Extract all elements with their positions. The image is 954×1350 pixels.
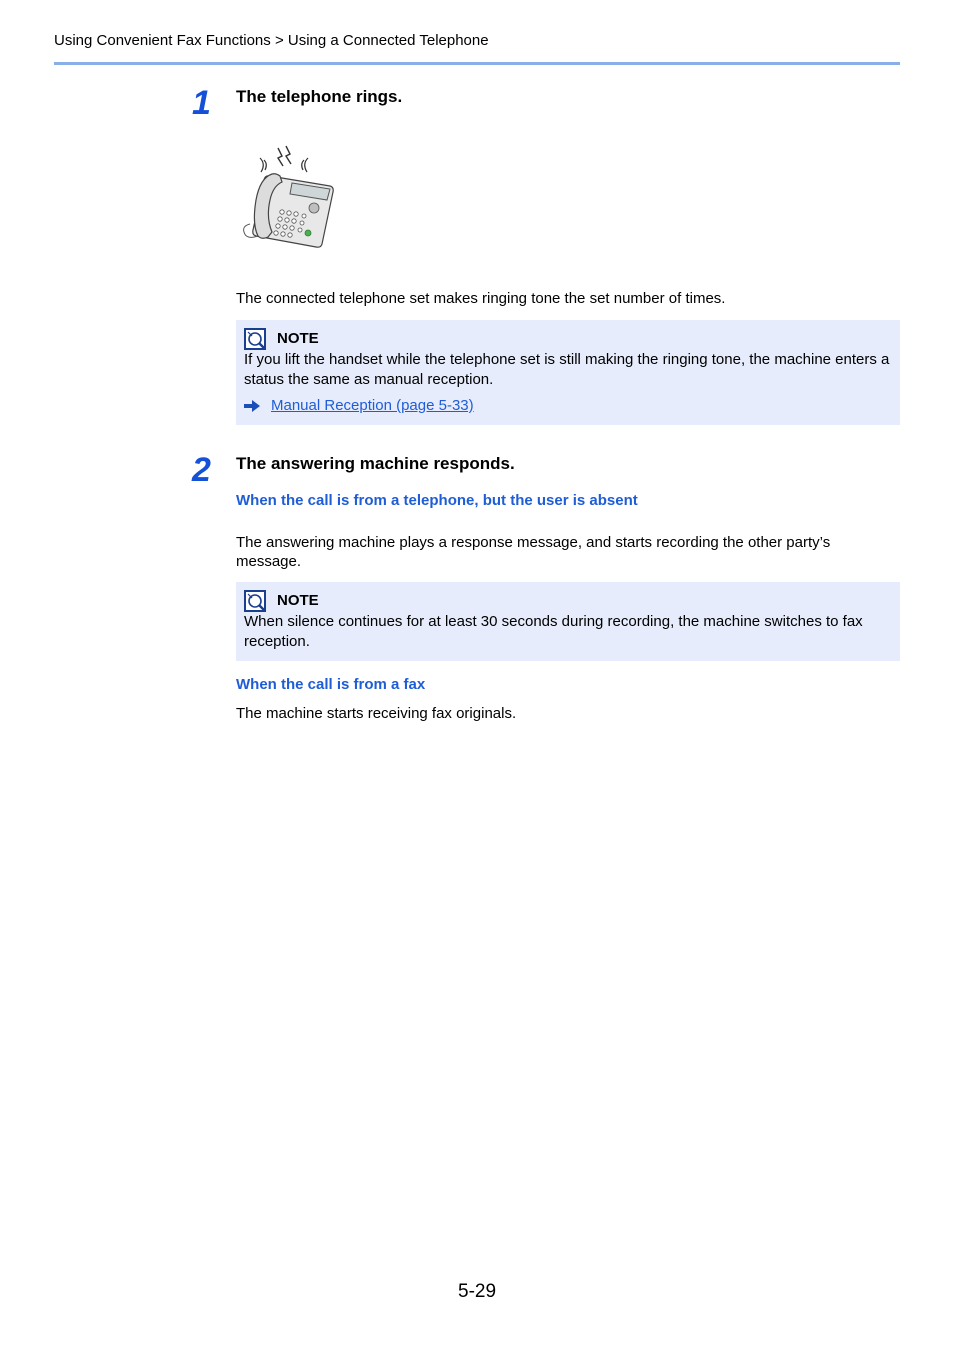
user-absent-text: The answering machine plays a response message, and starts recording the other party’s message. (236, 534, 831, 570)
step-title-1: The telephone rings. (236, 87, 403, 106)
step-number-2: 2 (192, 451, 210, 489)
note-label: NOTE (277, 592, 319, 609)
note-header (244, 328, 892, 350)
note-text: When silence continues for at least 30 seconds during recording, the machine switches to fax reception. (244, 613, 863, 650)
page-number: 5-29 (458, 1281, 497, 1302)
note-icon (244, 328, 266, 350)
sub-heading-fax: When the call is from a fax (236, 676, 426, 693)
manual-reception-link[interactable]: Manual Reception (page 5-33) (271, 397, 474, 414)
step-number-1: 1 (192, 84, 210, 122)
fax-text: The machine starts receiving fax originals. (236, 705, 517, 722)
note-text: If you lift the handset while the telephone set is still making the ringing tone, the machine enters a status the same as manual reception. (244, 351, 890, 388)
header-rule (54, 62, 900, 65)
note-label: NOTE (277, 330, 319, 347)
arrow-right-icon (244, 400, 260, 412)
step-1-description: The connected telephone set makes ringing tone the set number of times. (236, 290, 726, 307)
note-box-1 (236, 320, 900, 425)
note-box-2 (236, 582, 900, 661)
sub-heading-user-absent: When the call is from a telephone, but the user is absent (236, 492, 638, 509)
note-link-row[interactable] (244, 396, 892, 416)
breadcrumb: Using Convenient Fax Functions > Using a Connected Telephone (54, 32, 489, 49)
step-title-2: The answering machine responds. (236, 454, 515, 473)
note-icon (244, 590, 266, 612)
ringing-telephone-icon (238, 140, 338, 252)
note-header (244, 590, 892, 612)
